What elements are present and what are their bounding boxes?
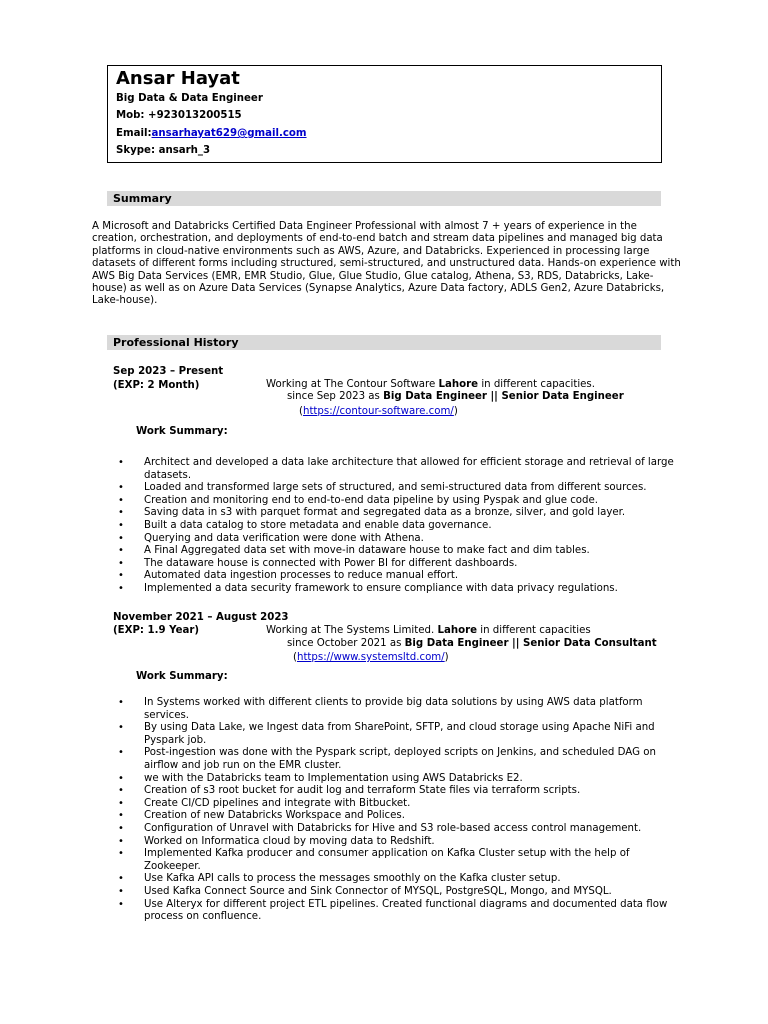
summary-line: AWS Big Data Services (EMR, EMR Studio, Glue, Glue Studio, Glue catalog, Athena, S3, RDS, Databricks, Lake- xyxy=(92,270,654,282)
job-role-line xyxy=(287,391,624,404)
list-item: • we with the Databricks team to Implementation using AWS Databricks E2. xyxy=(118,773,678,786)
skype-id: Skype: ansarh_3 xyxy=(116,145,211,156)
job-bullet-list xyxy=(118,697,678,924)
job-title: Big Data & Data Engineer xyxy=(116,93,263,104)
candidate-name: Ansar Hayat xyxy=(116,68,240,89)
list-item: • Configuration of Unravel with Databricks for Hive and S3 role-based access control management. xyxy=(118,823,678,836)
company-url-line: (https://www.systemsltd.com/) xyxy=(293,652,449,663)
job-experience: (EXP: 1.9 Year) xyxy=(113,625,200,636)
list-item: • By using Data Lake, we Ingest data from SharePoint, SFTP, and cloud storage using Apache NiFi and Pyspark job. xyxy=(118,722,678,747)
list-item: • Creation and monitoring end to end-to-end data pipeline by using Pyspak and glue code. xyxy=(118,495,678,508)
job-employer-line xyxy=(266,625,591,638)
history-heading-bar xyxy=(107,335,661,350)
email-label: Email xyxy=(116,128,148,139)
job-role: Big Data Engineer || Senior Data Consultant xyxy=(404,638,657,649)
job-role: Big Data Engineer || Senior Data Engineer xyxy=(383,391,624,402)
mobile-number: Mob: +923013200515 xyxy=(116,110,242,121)
list-item: • A Final Aggregated data set with move-in dataware house to make fact and dim tables. xyxy=(118,545,678,558)
employer-suffix: in different capacities xyxy=(477,625,591,636)
summary-paragraph xyxy=(92,221,688,308)
list-item: • Implemented Kafka producer and consumer application on Kafka Cluster setup with the help of Zookeeper. xyxy=(118,848,678,873)
employer-text: Working at The Contour Software xyxy=(266,379,439,390)
summary-line: platforms in cloud-native environments such as AWS, Azure, and Databricks. Experienced in processing large xyxy=(92,245,650,257)
summary-heading-bar xyxy=(107,191,661,206)
list-item: • Querying and data verification were done with Athena. xyxy=(118,533,678,546)
list-item: • Creation of s3 root bucket for audit log and terraform State files via terraform scripts. xyxy=(118,785,678,798)
job-role-line xyxy=(287,638,657,651)
job-period: Sep 2023 – Present xyxy=(113,366,224,377)
list-item: • The dataware house is connected with Power BI for different dashboards. xyxy=(118,558,678,571)
summary-line: datasets of different forms including structured, semi-structured, and unstructured data. Hands-on experience with xyxy=(92,258,681,270)
summary-line: Lake-house). xyxy=(92,295,158,307)
job-city: Lahore xyxy=(438,379,479,390)
list-item: • Create CI/CD pipelines and integrate with Bitbucket. xyxy=(118,798,678,811)
since-text: since Sep 2023 as xyxy=(287,391,384,402)
list-item: • Loaded and transformed large sets of structured, and semi-structured data from different sources. xyxy=(118,482,678,495)
summary-line: A Microsoft and Databricks Certified Data Engineer Professional with almost 7 + years of experience in the xyxy=(92,221,637,232)
list-item: • Used Kafka Connect Source and Sink Connector of MYSQL, PostgreSQL, Mongo, and MYSQL. xyxy=(118,886,678,899)
employer-text: Working at The Systems Limited. xyxy=(266,625,438,636)
history-heading: Professional History xyxy=(113,336,239,349)
list-item: • Worked on Informatica cloud by moving data to Redshift. xyxy=(118,836,678,849)
work-summary-label: Work Summary: xyxy=(136,426,228,437)
summary-line: creation, orchestration, and deployments of end-to-end batch and stream data pipelines and managed big data xyxy=(92,233,663,245)
list-item: • Built a data catalog to store metadata and enable data governance. xyxy=(118,520,678,533)
company-url-line: (https://contour-software.com/) xyxy=(299,406,458,417)
list-item: • Creation of new Databricks Workspace and Polices. xyxy=(118,810,678,823)
job-employer-line xyxy=(266,379,595,392)
list-item: • Saving data in s3 with parquet format and segregated data as a bronze, silver, and gold layer. xyxy=(118,507,678,520)
summary-heading: Summary xyxy=(113,192,172,205)
since-text: since October 2021 as xyxy=(287,638,405,649)
company-url-link[interactable]: https://www.systemsltd.com/ xyxy=(296,652,445,663)
contact-header xyxy=(107,65,662,163)
job-city: Lahore xyxy=(437,625,478,636)
list-item: • Automated data ingestion processes to reduce manual effort. xyxy=(118,570,678,583)
employer-suffix: in different capacities. xyxy=(478,379,595,390)
summary-line: house) as well as on Azure Data Services (Synapse Analytics, Azure Data factory, ADLS Gen2, Azure Databricks, xyxy=(92,283,665,295)
company-url-link[interactable]: https://contour-software.com/ xyxy=(302,406,454,417)
list-item: • In Systems worked with different clients to provide big data solutions by using AWS data platform services. xyxy=(118,697,678,722)
job-experience: (EXP: 2 Month) xyxy=(113,380,200,391)
list-item: • Architect and developed a data lake architecture that allowed for efficient storage and retrieval of large datasets. xyxy=(118,457,678,482)
list-item: • Use Alteryx for different project ETL pipelines. Created functional diagrams and documented data flow process on confluence. xyxy=(118,899,678,924)
work-summary-label: Work Summary: xyxy=(136,671,228,682)
job-period: November 2021 – August 2023 xyxy=(113,612,289,623)
list-item: • Implemented a data security framework to ensure compliance with data privacy regulations. xyxy=(118,583,678,596)
list-item: • Use Kafka API calls to process the messages smoothly on the Kafka cluster setup. xyxy=(118,873,678,886)
job-bullet-list xyxy=(118,457,678,596)
email-link[interactable]: ansarhayat629@gmail.com xyxy=(151,128,307,139)
list-item: • Post-ingestion was done with the Pyspark script, deployed scripts on Jenkins, and scheduled DAG on airflow and job run on the EMR cluster. xyxy=(118,747,678,772)
email-line: Email:ansarhayat629@gmail.com xyxy=(116,128,307,139)
